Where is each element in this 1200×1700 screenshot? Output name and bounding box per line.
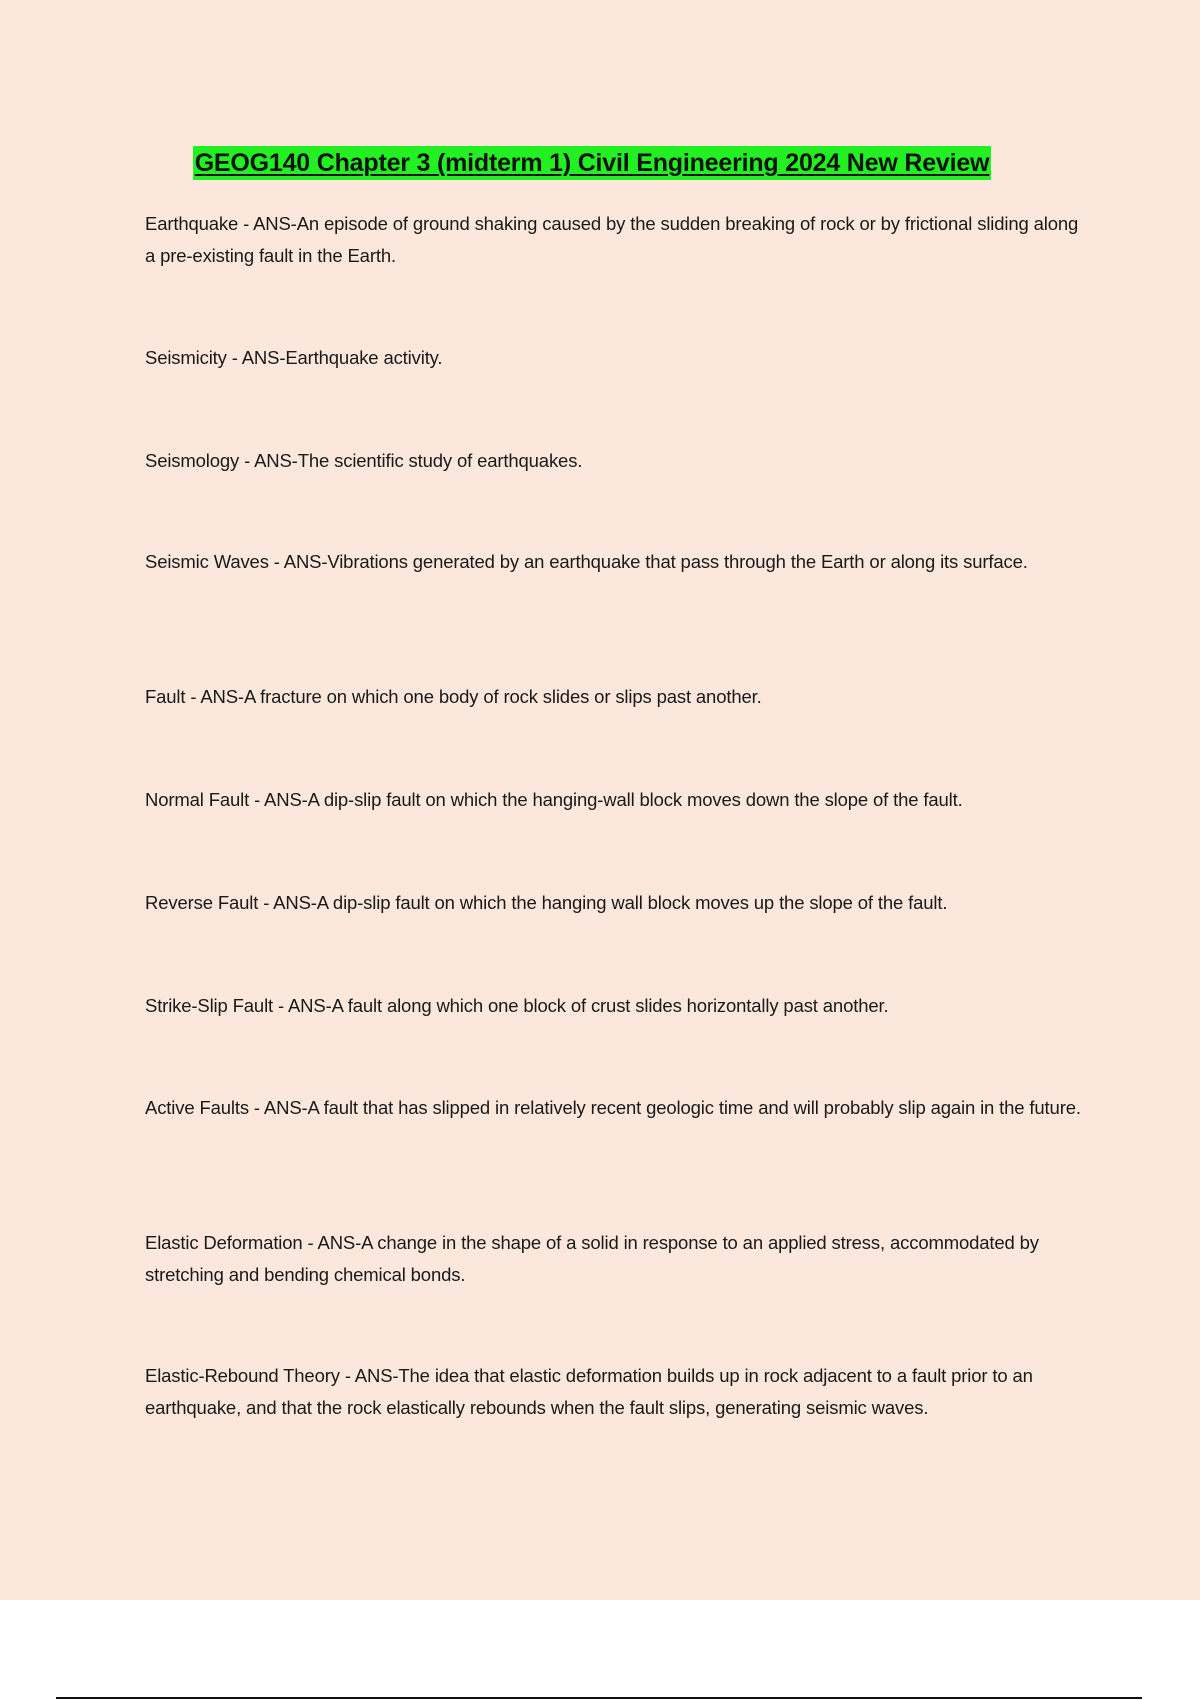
document-title: GEOG140 Chapter 3 (midterm 1) Civil Engineering 2024 New Review bbox=[193, 146, 992, 180]
entry-seismology: Seismology - ANS-The scientific study of earthquakes. bbox=[145, 450, 583, 471]
entry-seismic-waves: Seismic Waves - ANS-Vibrations generated by an earthquake that pass through the Earth or along its surface. bbox=[145, 551, 1028, 572]
entry-strike-slip-fault: Strike-Slip Fault - ANS-A fault along which one block of crust slides horizontally past another. bbox=[145, 995, 889, 1016]
title-wrapper bbox=[0, 146, 1200, 180]
entry-seismicity: Seismicity - ANS-Earthquake activity. bbox=[145, 347, 443, 368]
entry-active-faults: Active Faults - ANS-A fault that has slipped in relatively recent geologic time and will probably slip again in the future. bbox=[145, 1097, 1081, 1118]
entry-elastic-deformation: Elastic Deformation - ANS-A change in the shape of a solid in response to an applied stress, accommodated by stretching and bending chemical bonds. bbox=[145, 1232, 1039, 1285]
entry-elastic-rebound-theory: Elastic-Rebound Theory - ANS-The idea that elastic deformation builds up in rock adjacent to a fault prior to an earthquake, and that the rock elastically rebounds when the fault slips, generating seismic waves. bbox=[145, 1365, 1033, 1418]
entry-reverse-fault: Reverse Fault - ANS-A dip-slip fault on which the hanging wall block moves up the slope of the fault. bbox=[145, 892, 948, 913]
entry-fault: Fault - ANS-A fracture on which one body of rock slides or slips past another. bbox=[145, 686, 762, 707]
footer-rule bbox=[56, 1697, 1142, 1699]
entry-earthquake: Earthquake - ANS-An episode of ground shaking caused by the sudden breaking of rock or by frictional sliding along a pre-existing fault in the Earth. bbox=[145, 213, 1079, 266]
entry-normal-fault: Normal Fault - ANS-A dip-slip fault on which the hanging-wall block moves down the slope of the fault. bbox=[145, 789, 963, 810]
